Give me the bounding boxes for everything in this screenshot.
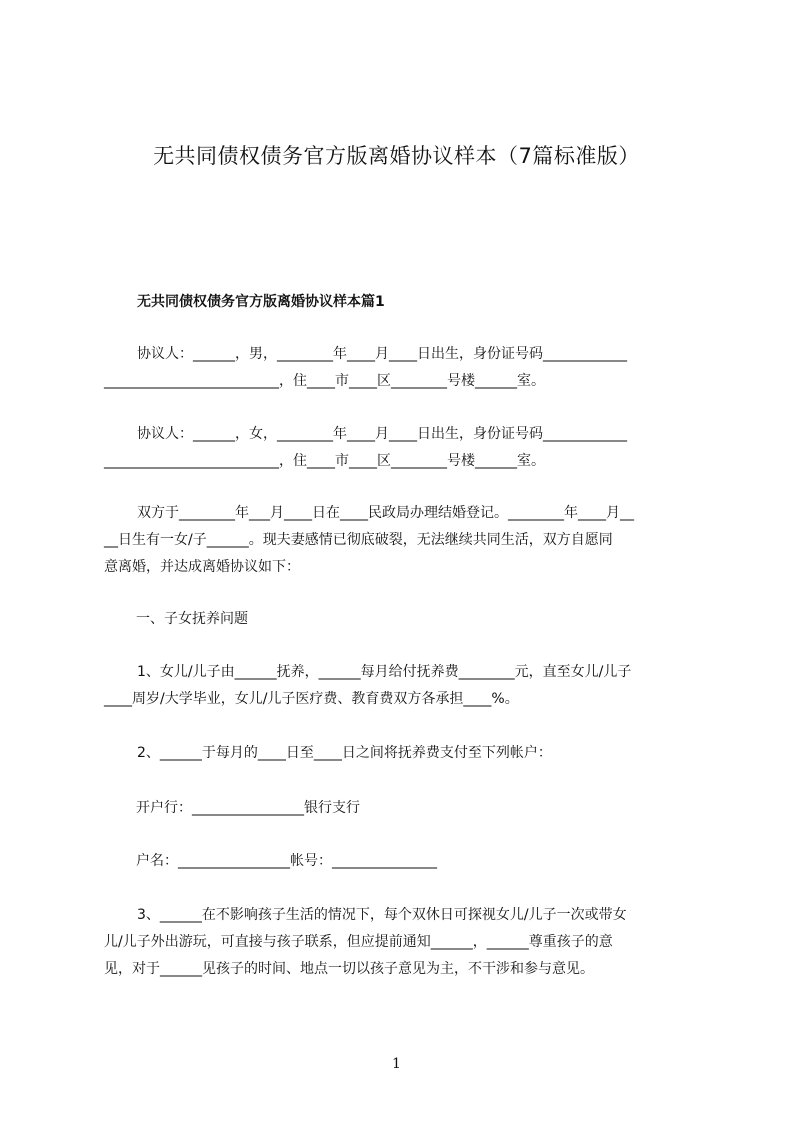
heading-child-custody: [104, 606, 704, 633]
item-3-line-2: 儿/儿子外出游玩，可直接与孩子联系，但应提前通知______，______尊重孩子的意: [104, 934, 613, 950]
account-paragraph: [104, 848, 704, 875]
item-2-text: 2、______于每月的____日至____日之间将抚养费支付至下列帐户：: [137, 745, 552, 761]
item-3-paragraph: [104, 902, 704, 983]
marriage-paragraph: [104, 500, 704, 581]
item-1-paragraph: [104, 659, 704, 713]
document-title: 无共同债权债务官方版离婚协议样本（7篇标准版）: [153, 144, 640, 168]
item-1-line-2: ____周岁/大学毕业，女儿/儿子医疗费、教育费双方各承担____%。: [104, 691, 519, 707]
party1-line-1: 协议人：______，男，________年____月____日出生，身份证号码____________: [137, 346, 627, 362]
item-1-line-1: 1、女儿/儿子由______抚养，______每月给付抚养费________元，直至女儿/儿子: [137, 664, 632, 680]
party2-line-1: 协议人：______，女，________年____月____日出生，身份证号码____________: [137, 426, 627, 442]
item-3-line-3: 见，对于______见孩子的时间、地点一切以孩子意见为主，不干涉和参与意见。: [104, 961, 594, 977]
party1-paragraph: [104, 341, 704, 395]
section-heading: 无共同债权债务官方版离婚协议样本篇1: [137, 294, 385, 310]
marriage-line-3: 意离婚，并达成离婚协议如下：: [104, 559, 300, 575]
marriage-line-1: 双方于________年___月____日在____民政局办理结婚登记。________年____月__: [137, 505, 634, 521]
heading-1-text: 一、子女抚养问题: [136, 611, 248, 627]
bank-text: 开户行：________________银行支行: [136, 800, 360, 816]
party2-paragraph: [104, 421, 704, 475]
party2-line-2: _________________________，住____市____区________号楼______室。: [104, 453, 545, 469]
bank-paragraph: [104, 795, 704, 822]
item-3-line-1: 3、______在不影响孩子生活的情况下，每个双休日可探视女儿/儿子一次或带女: [137, 907, 627, 923]
account-text: 户名：________________帐号：_______________: [136, 853, 437, 869]
marriage-line-2: __日生有一女/子______。现夫妻感情已彻底破裂，无法继续共同生活，双方自愿同: [104, 532, 613, 548]
party1-line-2: _________________________，住____市____区________号楼______室。: [104, 373, 545, 389]
item-2-paragraph: [104, 740, 704, 767]
page-number: 1: [392, 1056, 401, 1072]
